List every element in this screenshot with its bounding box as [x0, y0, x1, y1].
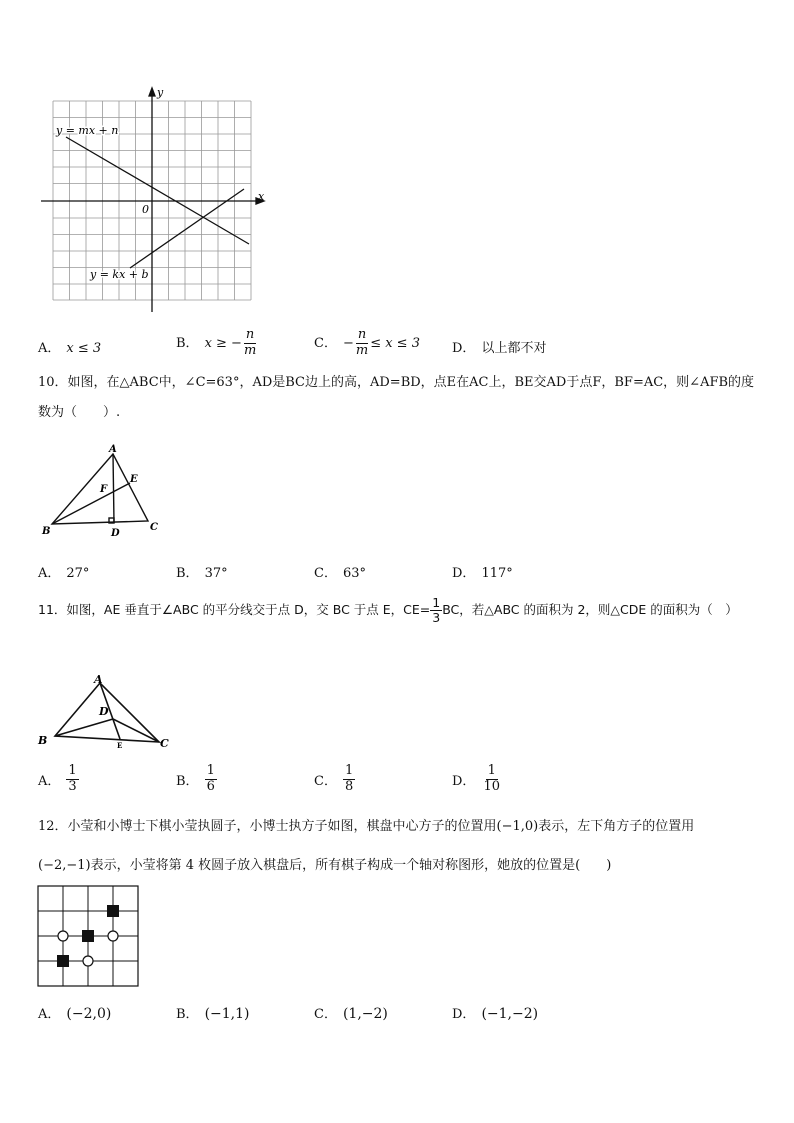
svg-text:B: B: [42, 526, 51, 537]
q11-stem-fraction: $\frac{1}{3}$: [432, 595, 441, 625]
q9-line-mx-n: [66, 137, 249, 244]
q10-option-b[interactable]: B． 37°: [176, 566, 228, 581]
q9-y-axis-label: y: [157, 86, 164, 99]
q9-line1-label: y = mx + n: [56, 124, 119, 137]
svg-text:C: C: [160, 737, 169, 750]
q11-option-d[interactable]: D． $\frac{1}{10}$: [452, 763, 500, 794]
q12-stem-line1: 12．小莹和小博士下棋小莹执圆子，小博士执方子如图，棋盘中心方子的位置用(−1,0)表示，左下角方子的位置用: [38, 819, 695, 834]
q11-option-a[interactable]: A． $\frac{1}{3}$: [38, 763, 77, 794]
q10-option-c[interactable]: C． 63°: [314, 566, 366, 581]
q9-option-c[interactable]: C． − $\frac{n}{m}$ ≤ x ≤ 3: [314, 327, 420, 358]
square-piece: [57, 955, 69, 967]
q9-option-b-fraction: $\frac{n}{m}$: [243, 327, 257, 358]
svg-text:E: E: [130, 474, 138, 485]
q11-option-c[interactable]: C． $\frac{1}{8}$: [314, 763, 354, 794]
q9-graph: [36, 84, 276, 316]
round-piece: [83, 956, 93, 966]
q10-option-d[interactable]: D． 117°: [452, 566, 513, 581]
q12-board: [37, 885, 139, 987]
svg-text:D: D: [99, 705, 109, 718]
q9-option-a[interactable]: A． x ≤ 3: [38, 341, 102, 356]
round-piece: [108, 931, 118, 941]
square-piece: [107, 905, 119, 917]
q9-origin-label: 0: [142, 203, 149, 216]
svg-text:E: E: [117, 741, 123, 750]
svg-text:F: F: [100, 484, 108, 495]
q9-option-c-fraction: $\frac{n}{m}$: [355, 327, 369, 358]
svg-text:A: A: [109, 444, 117, 455]
q12-stem-line2: (−2,−1)表示，小莹将第 4 枚圆子放入棋盘后，所有棋子构成一个轴对称图形，她放的位置是( ): [38, 858, 612, 873]
round-piece: [58, 931, 68, 941]
q9-x-axis-label: x: [258, 190, 265, 203]
q12-option-c[interactable]: C． (1,−2): [314, 1006, 388, 1022]
q12-option-d[interactable]: D． (−1,−2): [452, 1006, 539, 1022]
q10-figure: [38, 442, 168, 542]
q12-option-a[interactable]: A． (−2,0): [38, 1006, 112, 1022]
q9-line2-label: y = kx + b: [90, 268, 149, 281]
q9-option-d[interactable]: D． 以上都不对: [452, 341, 547, 356]
q11-stem: 11．如图，AE 垂直于∠ABC 的平分线交于点 D，交 BC 于点 E，CE= $\frac{1}{3}$ BC，若△ABC 的面积为 2，则△CDE 的面积为（ ）: [38, 595, 738, 625]
svg-text:B: B: [38, 734, 48, 747]
q11-option-b[interactable]: B． $\frac{1}{6}$: [176, 763, 215, 794]
svg-text:C: C: [150, 522, 158, 533]
q11-figure: [36, 670, 176, 750]
q9-option-b[interactable]: B． x ≥ − $\frac{n}{m}$: [176, 327, 257, 358]
q10-stem: 10．如图，在△ABC中，∠C=63°，AD是BC边上的高，AD=BD，点E在AC上，BE交AD于点F，BF=AC，则∠AFB的度数为（ ）.: [38, 375, 755, 420]
q9-axes: [41, 88, 264, 312]
q10-option-a[interactable]: A． 27°: [38, 566, 90, 581]
svg-text:D: D: [111, 528, 120, 539]
square-piece: [82, 930, 94, 942]
q12-option-b[interactable]: B． (−1,1): [176, 1006, 250, 1022]
svg-text:A: A: [94, 673, 103, 686]
